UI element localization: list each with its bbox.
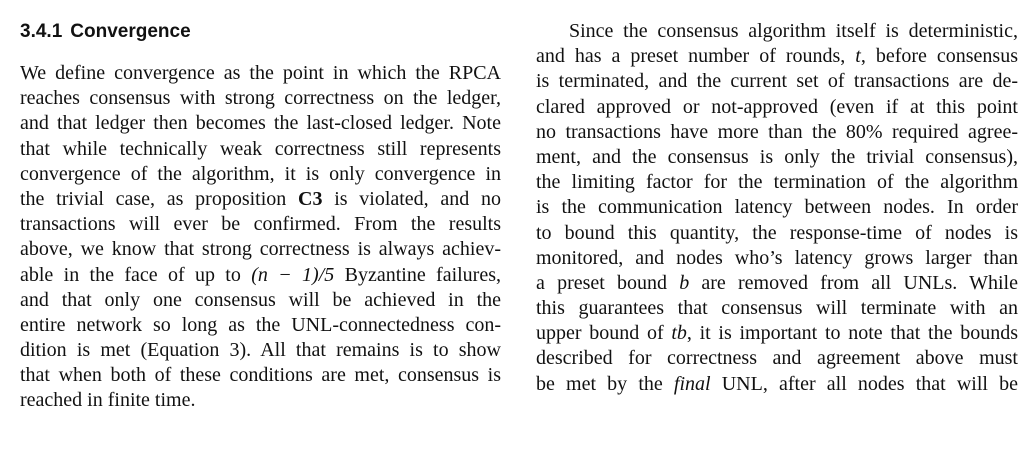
math-variable: b xyxy=(679,271,690,294)
text-run: this guarantees that consensus will terminate with an xyxy=(536,297,1018,320)
text-line xyxy=(20,263,501,288)
text-run: and has a preset number of rounds, xyxy=(536,45,856,68)
text-line xyxy=(536,296,1018,321)
text-run: are removed from all UNLs. While xyxy=(689,271,1018,294)
text-line xyxy=(536,120,1018,145)
text-line xyxy=(536,346,1018,371)
emphasis: final xyxy=(673,372,711,395)
math-expression: (n − 1)/5 xyxy=(251,263,335,286)
text-run: convergence of the algorithm, it is only convergence in xyxy=(20,162,501,185)
text-run: is the communication latency between nodes. In order xyxy=(536,196,1018,219)
text-run: upper bound of xyxy=(536,322,672,345)
text-run: able in the face of up to xyxy=(20,263,252,286)
text-run: is violated, and no xyxy=(322,187,502,210)
text-run: clared approved or not-approved (even if at this point xyxy=(536,95,1018,118)
math-variable: t xyxy=(855,45,861,68)
text-run: ment, and the consensus is only the trivial consensus), xyxy=(536,145,1018,168)
text-run: described for correctness and agreement above must xyxy=(536,347,1018,370)
text-line xyxy=(536,145,1018,170)
text-line xyxy=(536,221,1018,246)
text-line xyxy=(536,44,1018,69)
text-line xyxy=(20,187,501,212)
right-paragraph xyxy=(536,19,1018,397)
text-line xyxy=(20,212,501,237)
text-line xyxy=(536,246,1018,271)
text-line xyxy=(20,313,501,338)
text-run: dition is met (Equation 3). All that remains is to show xyxy=(20,339,501,362)
text-run: that while technically weak correctness still represents xyxy=(20,137,501,160)
text-run: above, we know that strong correctness is always achiev- xyxy=(20,238,501,261)
text-line xyxy=(536,321,1018,346)
text-run: UNL, after all nodes that will be xyxy=(710,372,1018,395)
text-line xyxy=(20,111,501,136)
text-line xyxy=(20,86,501,111)
text-line xyxy=(536,69,1018,94)
text-run: monitored, and nodes who’s latency grows larger than xyxy=(536,246,1018,269)
text-run: that when both of these conditions are met, consensus is xyxy=(20,364,501,387)
section-heading xyxy=(20,20,191,44)
text-line xyxy=(20,237,501,262)
text-run: , it is important to note that the bounds xyxy=(686,322,1018,345)
text-run: is terminated, and the current set of transactions are de- xyxy=(536,70,1018,93)
left-paragraph xyxy=(20,61,501,414)
text-line xyxy=(536,19,1018,44)
text-run: no transactions have more than the 80% required agree- xyxy=(536,120,1018,143)
section-title: Convergence xyxy=(70,21,191,42)
text-run: and that ledger then becomes the last-closed ledger. Note xyxy=(20,112,501,135)
text-run: Since the consensus algorithm itself is deterministic, xyxy=(569,20,1018,42)
text-line xyxy=(536,170,1018,195)
text-line xyxy=(20,338,501,363)
text-line xyxy=(536,271,1018,296)
proposition-ref: C3 xyxy=(298,187,323,210)
math-variable: tb xyxy=(671,322,687,345)
text-line xyxy=(20,162,501,187)
section-number: 3.4.1 xyxy=(20,21,63,42)
text-run: Byzantine failures, xyxy=(334,263,502,286)
text-run: , before consensus xyxy=(860,45,1018,68)
text-run: the limiting factor for the termination of the algorithm xyxy=(536,171,1018,194)
text-run: reached in finite time. xyxy=(20,389,196,412)
text-run: We define convergence as the point in which the RPCA xyxy=(20,62,501,84)
text-run: the trivial case, as proposition xyxy=(20,187,299,210)
text-run: to bound this quantity, the response-time of nodes is xyxy=(536,221,1018,244)
text-line xyxy=(20,61,501,86)
text-run: be met by the xyxy=(536,372,674,395)
text-line xyxy=(536,95,1018,120)
text-line xyxy=(20,137,501,162)
text-run: reaches consensus with strong correctness on the ledger, xyxy=(20,87,501,110)
text-run: transactions will ever be confirmed. From the results xyxy=(20,213,501,236)
text-run: and that only one consensus will be achieved in the xyxy=(20,288,501,311)
text-line xyxy=(536,372,1018,397)
text-run: entire network so long as the UNL-connectedness con- xyxy=(20,313,501,336)
text-line xyxy=(536,195,1018,220)
text-line xyxy=(20,288,501,313)
text-line xyxy=(20,388,501,413)
text-line xyxy=(20,363,501,388)
text-run: a preset bound xyxy=(536,271,680,294)
